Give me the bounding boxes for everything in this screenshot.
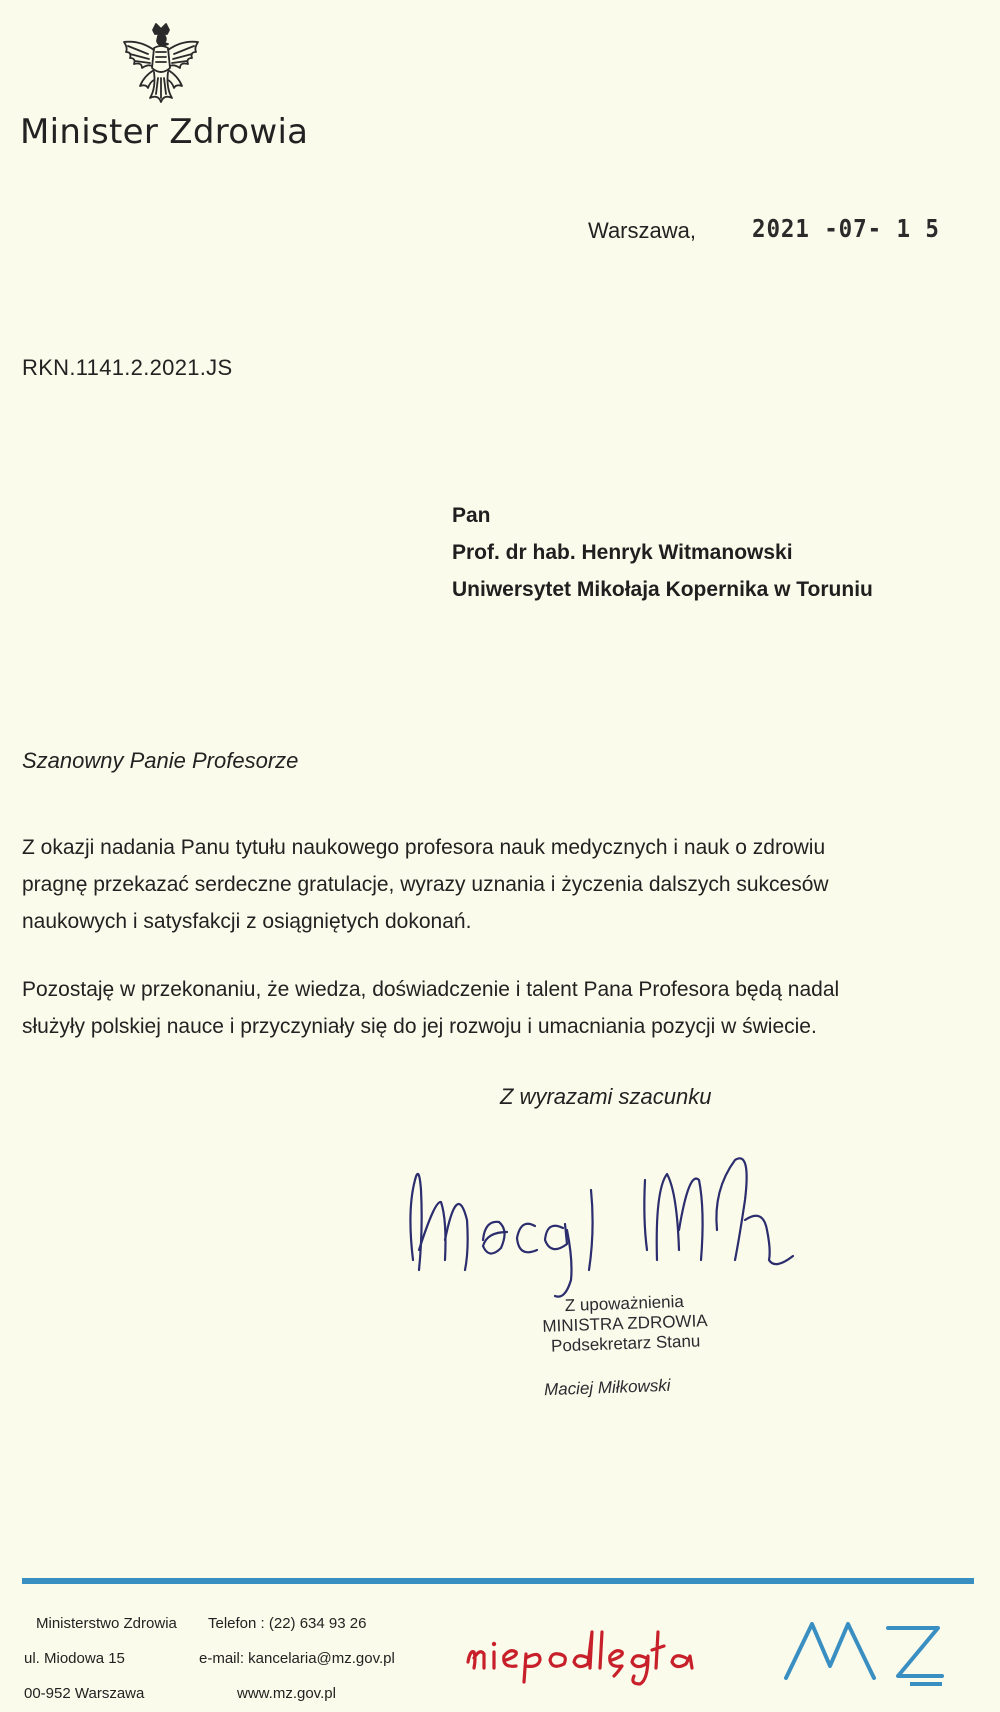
footer-divider: [22, 1578, 974, 1584]
recipient-title: Pan: [452, 504, 491, 527]
body-paragraph-2: [22, 971, 982, 1045]
authorization-stamp: [509, 1290, 741, 1358]
authorization-line: MINISTRA ZDROWIA: [542, 1311, 708, 1336]
paragraph-line: Pozostaję w przekonaniu, że wiedza, doświadczenie i talent Pana Profesora będą nadal: [22, 978, 840, 1001]
body-paragraph-1: [22, 829, 982, 940]
salutation: Szanowny Panie Profesorze: [22, 748, 299, 773]
address-line: ul. Miodowa 15: [24, 1650, 125, 1667]
recipient-name: Prof. dr hab. Henryk Witmanowski: [452, 541, 793, 564]
handwritten-signature: [395, 1120, 875, 1320]
paragraph-line: pragnę przekazać serdeczne gratulacje, wyrazy uznania i życzenia dalszych sukcesów: [22, 873, 829, 896]
paragraph-line: służyły polskiej nauce i przyczyniały się do jej rozwoju i umacniania pozycji w świecie.: [22, 1015, 817, 1038]
authorization-line: Podsekretarz Stanu: [550, 1331, 701, 1356]
recipient-block: [452, 497, 873, 608]
niepodlegla-logo: [460, 1610, 710, 1690]
authorization-line: Z upoważnienia: [564, 1291, 685, 1316]
closing-phrase: Z wyrazami szacunku: [500, 1084, 712, 1109]
email-link[interactable]: e-mail: kancelaria@mz.gov.pl: [199, 1650, 395, 1667]
address-line: 00-952 Warszawa: [24, 1685, 145, 1702]
ministry-title: Minister Zdrowia: [20, 112, 309, 152]
paragraph-line: naukowych i satysfakcji z osiągniętych dokonań.: [22, 910, 472, 933]
footer-contact: [199, 1606, 395, 1711]
polish-eagle-icon: [118, 22, 204, 118]
footer-address: [24, 1606, 177, 1711]
recipient-institution: Uniwersytet Mikołaja Kopernika w Toruniu: [452, 578, 873, 601]
website-link[interactable]: www.mz.gov.pl: [237, 1685, 336, 1702]
mz-logo: [782, 1610, 952, 1690]
address-line: Ministerstwo Zdrowia: [36, 1615, 177, 1632]
phone-number: Telefon : (22) 634 93 26: [208, 1615, 367, 1632]
paragraph-line: Z okazji nadania Panu tytułu naukowego profesora nauk medycznych i nauk o zdrowiu: [22, 836, 826, 859]
letter-place: Warszawa,: [588, 218, 696, 243]
reference-number: RKN.1141.2.2021.JS: [22, 355, 233, 380]
date-stamp: 2021 -07- 1 5: [752, 214, 940, 243]
signer-name: Maciej Miłkowski: [543, 1375, 671, 1400]
